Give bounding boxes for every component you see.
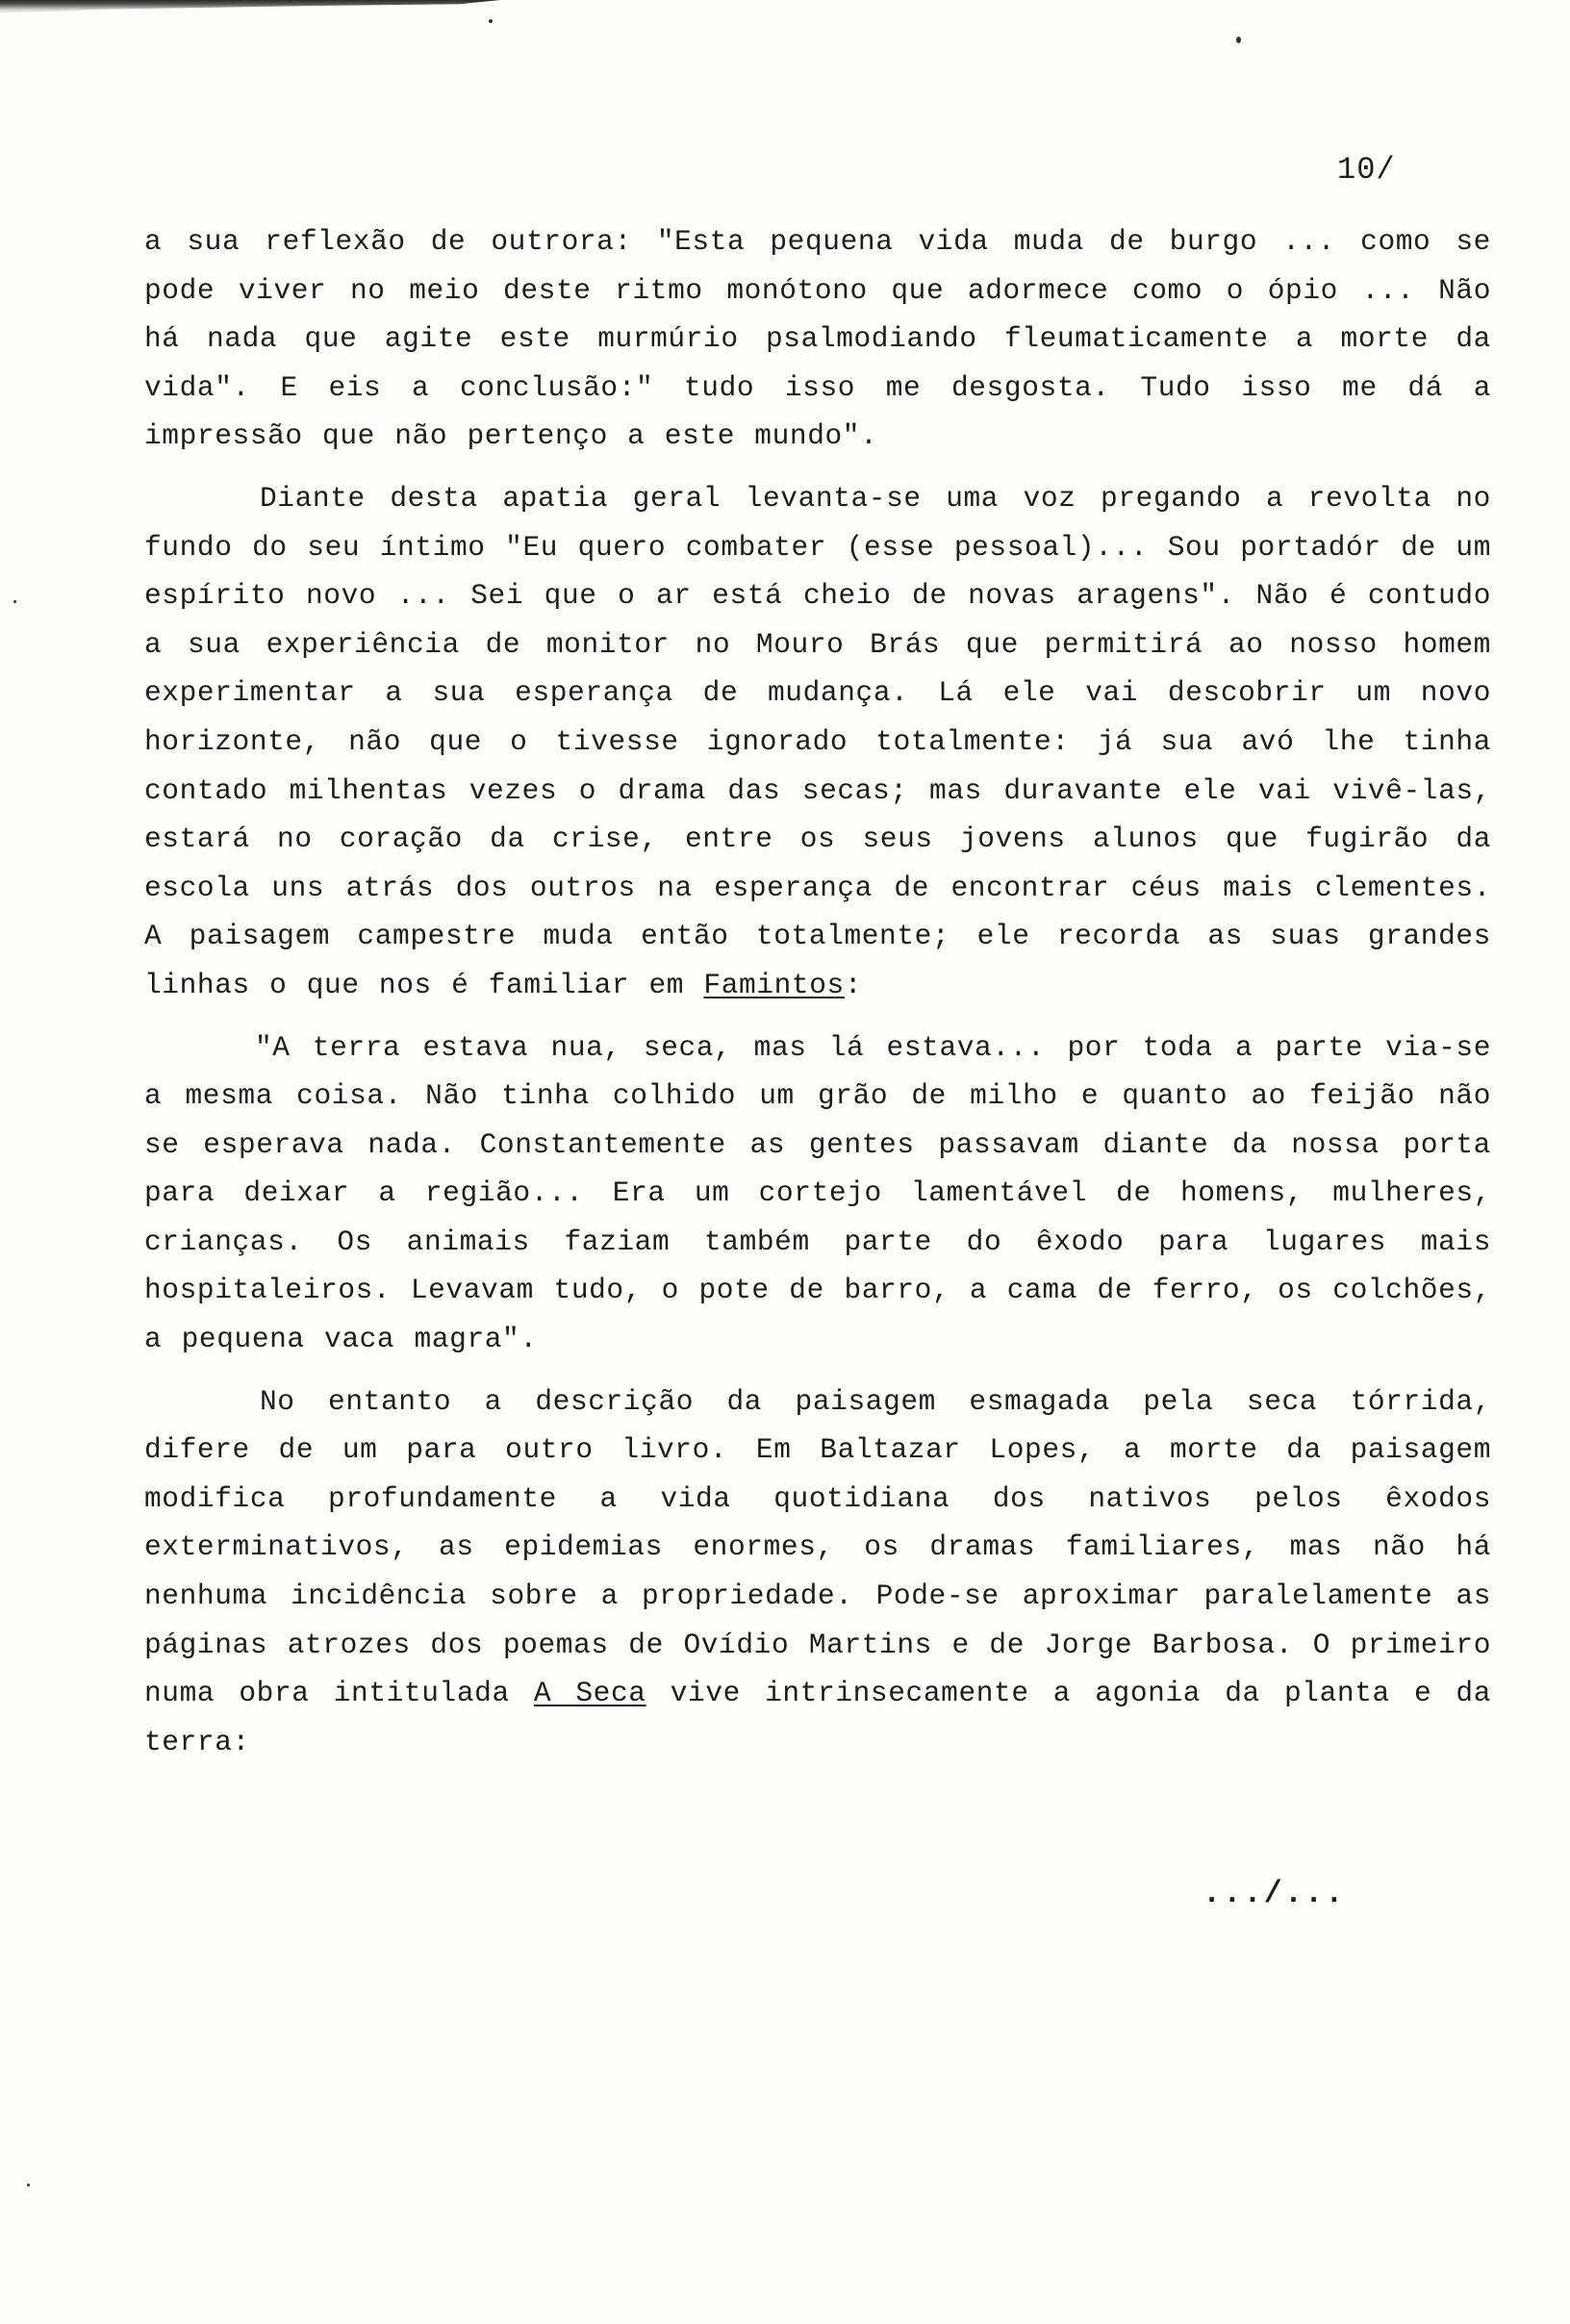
- scan-speck: [1236, 37, 1241, 43]
- scan-speck: [13, 600, 16, 603]
- page-number: 10/: [1337, 152, 1396, 188]
- paragraph-3-text: No entanto a descrição da paisagem esmagada pela seca tórrida, difere de um para outro livro. Em Baltazar Lopes, a morte da paisagem modifica profundamente a vida quotidiana dos nativos pelos êxodos exterminativos, as epidemias enormes, os dramas familiares, mas não há nenhuma incidência sobre a propriedade. Pode-se aproximar paralelamente as páginas atrozes dos poemas de Ovídio Martins e de Jorge Barbosa. O primeiro numa obra intitulada: [144, 1384, 1491, 1710]
- paragraph-1: a sua reflexão de outrora: "Esta pequena vida muda de burgo ... como se pode viver no meio deste ritmo monótono que adormece como o ópio ... Não há nada que agite este murmúrio psalmodiando fleumaticamente a morte da vida". E eis a conclusão:" tudo isso me desgosta. Tudo isso me dá a impressão que não pertenço a este mundo".: [144, 225, 1491, 453]
- paragraph-3-end: vive intrinsecamente a agonia da planta e da terra:: [144, 1677, 1492, 1758]
- continuation-mark: .../...: [1203, 1876, 1346, 1911]
- book-title-famintos: Famintos: [703, 968, 845, 1001]
- paragraph-2: [144, 474, 1491, 1010]
- scan-shadow: [0, 0, 500, 13]
- block-quote: "A terra estava nua, seca, mas lá estava... por toda a parte via-se a mesma coisa. Não tinha colhido um grão de milho e quanto ao feijão não se esperava nada. Constantemente as gentes passavam diante da nossa porta para deixar a região... Era um cortejo lamentável de homens, mulheres, crianças. Os animais faziam também parte do êxodo para lugares mais hospitaleiros. Levavam tudo, o pote de barro, a cama de ferro, os colchões, a pequena vaca magra".: [144, 1030, 1491, 1356]
- scan-speck: [489, 19, 493, 23]
- paragraph-3: [144, 1377, 1491, 1767]
- paragraph-2-text: Diante desta apatia geral levanta-se uma voz pregando a revolta no fundo do seu íntimo "Eu quero combater (esse pessoal)... Sou portadór de um espírito novo ... Sei que o ar está cheio de novas aragens". Não é contudo a sua experiência de monitor no Mouro Brás que permitirá ao nosso homem experimentar a sua esperança de mudança. Lá ele vai descobrir um novo horizonte, não que o tivesse ignorado totalmente: já sua avó lhe tinha contado milhentas vezes o drama das secas; mas duravante ele vai vivê-las, estará no coração da crise, entre os seus jovens alunos que fugirão da escola uns atrás dos outros na esperança de encontrar céus mais clementes. A paisagem campestre muda então totalmente; ele recorda as suas grandes linhas o que nos é familiar em: [144, 481, 1491, 1001]
- scan-speck: [27, 2184, 30, 2186]
- body-text: [144, 217, 1491, 1766]
- book-title-a-seca: A Seca: [533, 1677, 646, 1710]
- paragraph-2-colon: :: [844, 968, 863, 1001]
